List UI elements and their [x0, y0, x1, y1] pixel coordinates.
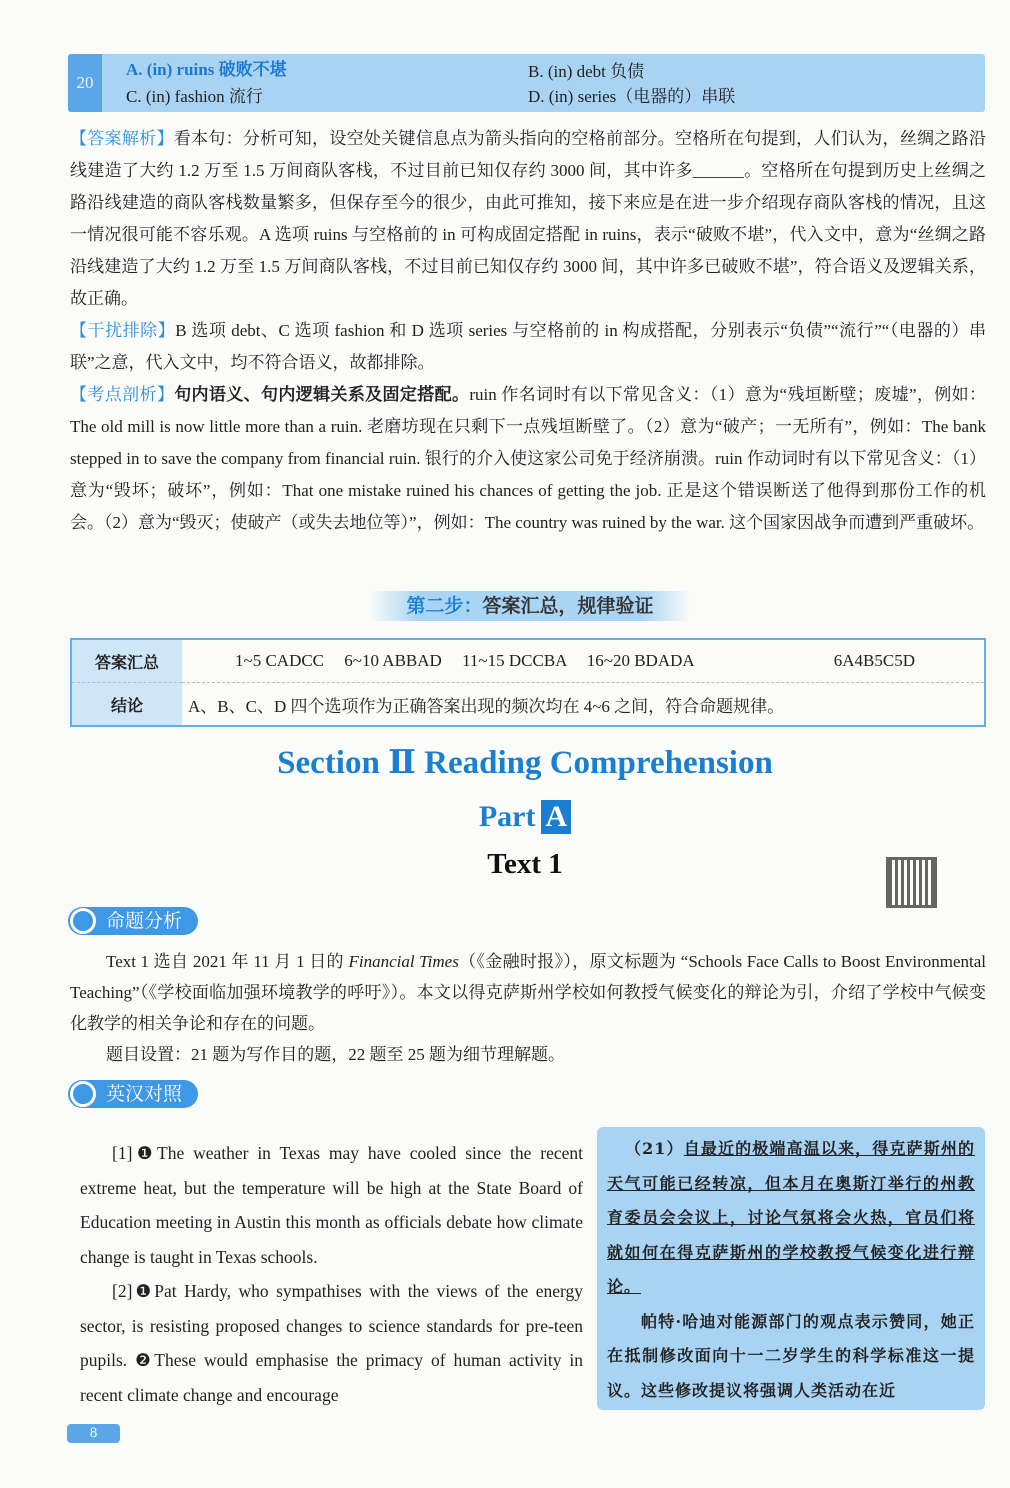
magnifier-icon	[70, 908, 96, 934]
summary-answers	[182, 639, 985, 683]
part-letter: A	[541, 800, 571, 834]
proposition-badge-label: 命题分析	[106, 910, 183, 932]
summary-row	[71, 639, 985, 683]
distractor-explanation	[70, 315, 986, 379]
p1-b: （《金融时报》），原文标题为 “Schools Face Calls to Boost Environmental Teaching”（《学校面临加强环境教学的呼吁》）。本文以得克萨斯州学校如何教授气候变化的辩论为引，介绍了学校中气候变化教学的相关争论和存在的问题。	[70, 952, 986, 1033]
option-b: B. (in) debt 负债	[528, 62, 645, 81]
question-ref: （21）	[625, 1139, 684, 1158]
answer-summary-table	[70, 638, 986, 727]
section-title: Section Ⅱ Reading Comprehension	[277, 745, 773, 781]
chinese-translation-box	[597, 1127, 985, 1410]
english-paragraph: [2]❶Pat Hardy, who sympathises with the views of the energy sector, is resisting proposed changes to science standards for pre-teen pupils. ❷These would emphasise the primacy of human activity in recent climate change and encourage	[80, 1281, 583, 1405]
bilingual-badge-label: 英汉对照	[106, 1083, 183, 1105]
answer-group: 11~15 DCCBA	[462, 651, 567, 670]
p1-a: Text 1 选自 2021 年 11 月 1 日的	[106, 952, 349, 971]
english-paragraph: [1]❶The weather in Texas may have cooled since the recent extreme heat, but the temperature will be high at the State Board of Education meeting in Austin this month as officials debate how climate change is taught in Texas schools.	[80, 1143, 583, 1267]
part-label: Part	[478, 800, 536, 833]
answer-counts: 6A4B5C5D	[833, 651, 915, 670]
proposition-badge	[68, 907, 198, 935]
question-number: 20	[68, 54, 102, 112]
point-explanation	[70, 379, 986, 539]
point-bold: 句内语义、句内逻辑关系及固定搭配。	[174, 385, 470, 404]
conclusion-text: A、B、C、D 四个选项作为正确答案出现的频次均在 4~6 之间，符合命题规律。	[188, 696, 785, 716]
option-c: C. (in) fashion 流行	[126, 87, 263, 106]
answer-group: 16~20 BDADA	[586, 651, 695, 670]
question-options-box	[68, 54, 985, 112]
text-title: Text 1	[487, 848, 563, 880]
english-text	[80, 1136, 583, 1412]
summary-label: 答案汇总	[71, 639, 182, 683]
underlined-translation: 自最近的极端高温以来，得克萨斯州的天气可能已经转凉，但本月在奥斯汀举行的州教育委员会会议上，讨论气氛将会火热，官员们将就如何在得克萨斯州的学校教授气候变化进行辩论。	[607, 1139, 975, 1296]
answer-tag: 【答案解析】	[70, 129, 174, 148]
qr-code[interactable]	[886, 857, 937, 908]
answer-group: 6~10 ABBAD	[344, 651, 442, 670]
answer-text: 看本句：分析可知，设空处关键信息点为箭头指向的空格前部分。空格所在句提到，人们认为，丝绸之路沿线建造了大约 1.2 万至 1.5 万间商队客栈，不过目前已知仅存约 3000 间，其中许多______。空格所在句提到历史上丝绸之路沿线建造的商队客栈数量繁多，但保存至今的很少，由此可推知，接下来应是在进一步介绍现存商队客栈的情况，且这一情况很可能不容乐观。A 选项 ruins 与空格前的 in 可构成固定搭配 in ruins，表示“破败不堪”，代入文中，意为“丝绸之路沿线建造了大约 1.2 万至 1.5 万间商队客栈，不过目前已知仅存约 3000 间，其中许多已破败不堪”，符合语义及逻辑关系，故正确。	[70, 129, 987, 308]
p1-italic: Financial Times	[348, 952, 459, 971]
option-a: A. (in) ruins 破败不堪	[126, 60, 287, 79]
magnifier-icon	[70, 1081, 96, 1107]
step2-heading	[370, 591, 690, 621]
bilingual-badge	[68, 1080, 198, 1108]
distractor-tag: 【干扰排除】	[70, 321, 176, 340]
conclusion-row	[71, 683, 985, 727]
page-number: 8	[67, 1424, 120, 1443]
analysis-section	[70, 123, 986, 539]
option-d: D. (in) series（电器的）串联	[528, 87, 736, 106]
point-text: ruin 作名词时有以下常见含义：（1）意为“残垣断壁；废墟”，例如：The old mill is now little more than a ruin. 老磨坊现在只剩下一点残垣断壁了。（2）意为“破产；一无所有”，例如：The bank stepped in to save the company from financial ruin. 银行的介入使这家公司免于经济崩溃。ruin 作动词时有以下常见含义：（1）意为“毁坏；破坏”，例如：That one mistake ruined his chances of getting the job. 正是这个错误断送了他得到那份工作的机会。（2）意为“毁灭；使破产（或失去地位等）”，例如：The country was ruined by the war. 这个国家因战争而遭到严重破坏。	[70, 385, 987, 532]
answer-group: 1~5 CADCC	[235, 651, 325, 670]
conclusion-label: 结论	[71, 683, 182, 727]
chinese-paragraph-2: 帕特·哈迪对能源部门的观点表示赞同，她正在抵制修改面向十一二岁学生的科学标准这一提议。这些修改提议将强调人类活动在近	[607, 1311, 975, 1400]
part-title	[0, 800, 1010, 834]
proposition-p1	[70, 946, 986, 1039]
answer-explanation	[70, 123, 986, 315]
chinese-paragraph-1	[597, 1127, 985, 1305]
step2-title: 答案汇总，规律验证	[482, 595, 654, 617]
point-tag: 【考点剖析】	[70, 385, 175, 404]
proposition-text	[70, 946, 986, 1070]
step2-prefix: 第二步：	[406, 595, 483, 617]
distractor-text: B 选项 debt、C 选项 fashion 和 D 选项 series 与空格前的 in 构成搭配，分别表示“负债”“流行”“（电器的）串联”之意，代入文中，均不符合语义，故都排除。	[70, 321, 986, 372]
proposition-p2: 题目设置：21 题为写作目的题，22 题至 25 题为细节理解题。	[106, 1045, 565, 1064]
